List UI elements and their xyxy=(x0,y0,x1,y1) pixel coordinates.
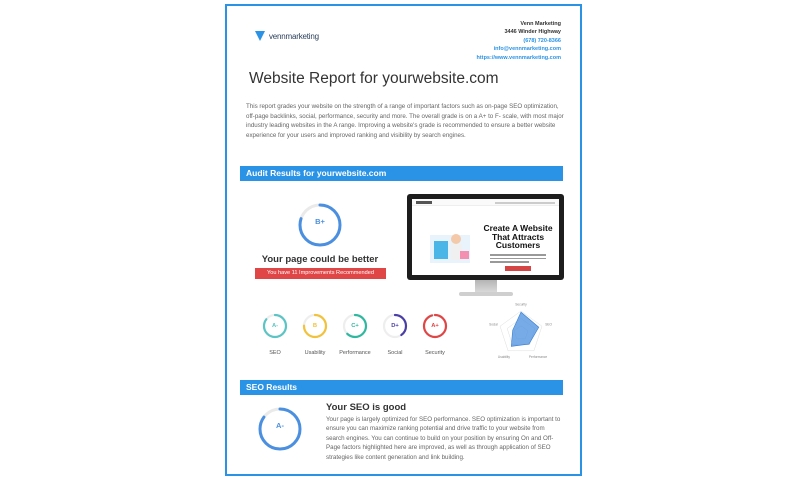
seo-results-heading: SEO Results xyxy=(240,380,563,395)
score-label-seo: SEO xyxy=(269,350,281,356)
radar-label-social: Social xyxy=(489,322,498,327)
overall-summary: Your page could be better xyxy=(261,254,379,265)
monitor-screen xyxy=(407,194,564,280)
score-label-usability: Usability xyxy=(304,350,326,356)
radar-chart xyxy=(481,298,561,368)
radar-label-performance: Performance xyxy=(528,354,548,359)
radar-label-usability: Usability xyxy=(497,354,510,359)
category-scores xyxy=(262,313,462,363)
score-grade-seo: A- xyxy=(271,323,279,329)
score-grade-social: D+ xyxy=(391,323,399,329)
radar-label-seo: SEO xyxy=(545,322,552,327)
overall-grade: B+ xyxy=(315,217,325,226)
seo-title: Your SEO is good xyxy=(326,402,407,413)
radar-label-security: Security xyxy=(515,302,527,307)
score-seo xyxy=(262,313,296,356)
score-grade-performance: C+ xyxy=(351,323,359,329)
score-security xyxy=(422,313,456,356)
contact-block xyxy=(477,20,561,62)
logo-text: vennmarketing xyxy=(269,31,319,41)
preview-illustration xyxy=(430,227,472,265)
radar-area xyxy=(511,312,538,346)
score-label-performance: Performance xyxy=(339,350,371,356)
score-grade-security: A+ xyxy=(431,323,439,329)
website-screenshot xyxy=(412,199,559,275)
company-email[interactable]: info@vennmarketing.com xyxy=(493,46,561,53)
score-performance xyxy=(339,313,376,356)
seo-description: Your page is largely optimized for SEO performance. SEO optimization is important to ensure you can maximize ranking potential and drive traffic to your website from search engines. You can continue to build on your position by ensuring On and Off-Page factors highlighted here are improved, as well as through application of SEO strategies like content generation and link building. xyxy=(326,416,561,461)
venn-logo-icon xyxy=(255,31,265,41)
report-intro: This report grades your website on the strength of a range of important factors such as on-page SEO optimization, off-page backlinks, social, performance, security and more. The overall grade is on a A+ to F- scale, with most major industry leading websites in the A range. Improving a website's grade is recommended to ensure a better website experience for your users and improved ranking and visibility by search engines. xyxy=(246,103,564,139)
report-title: Website Report for yourwebsite.com xyxy=(249,70,499,87)
brand-logo[interactable] xyxy=(255,31,319,41)
company-address: 3446 Winder Highway xyxy=(504,29,561,36)
score-usability xyxy=(302,313,336,356)
website-preview-monitor xyxy=(407,194,564,306)
score-social xyxy=(382,313,416,356)
score-label-security: Security xyxy=(425,350,445,356)
audit-results-heading: Audit Results for yourwebsite.com xyxy=(240,166,563,181)
score-grade-usability: B xyxy=(312,323,318,329)
company-name: Venn Marketing xyxy=(520,21,561,27)
preview-headline: Create A Website That Attracts Customers xyxy=(483,223,553,250)
score-label-social: Social xyxy=(387,350,403,356)
improvements-badge: You have 11 Improvements Recommended xyxy=(255,268,386,279)
company-website[interactable]: https://www.vennmarketing.com xyxy=(476,54,561,61)
company-phone[interactable]: (678) 720-8366 xyxy=(523,37,561,44)
seo-grade: A- xyxy=(276,421,284,430)
report-page xyxy=(225,4,582,476)
